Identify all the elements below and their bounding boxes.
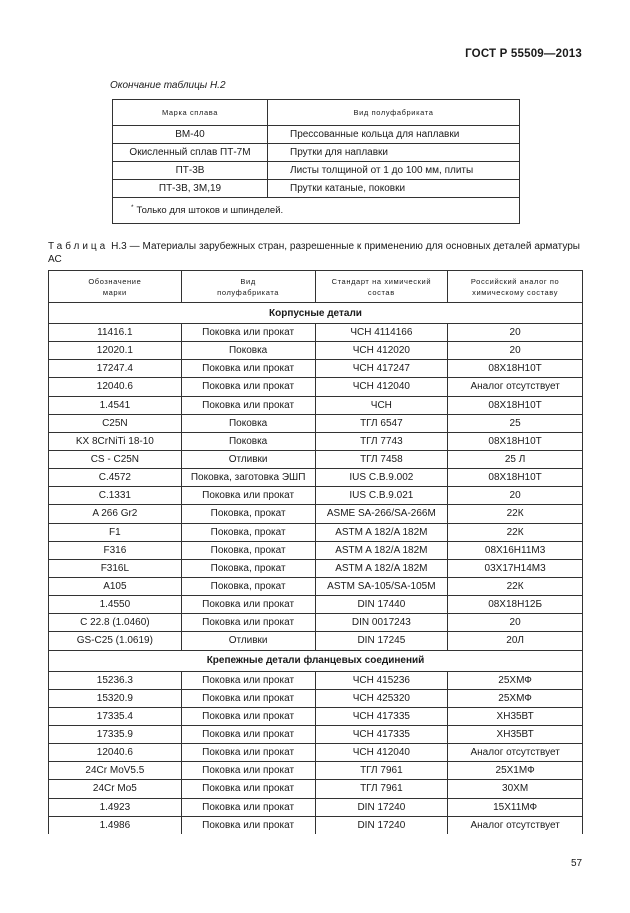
russian-analog-cell: 08Х18Н10Т <box>448 469 583 487</box>
grade-cell: F1 <box>49 523 182 541</box>
russian-analog-cell: 20 <box>448 324 583 342</box>
table-row <box>49 505 583 523</box>
product-form-cell: Поковка <box>181 414 315 432</box>
product-form-cell: Поковка, прокат <box>181 559 315 577</box>
page-number: 57 <box>571 858 583 869</box>
column-header: Вид полуфабриката <box>181 271 315 303</box>
table-row <box>49 671 583 689</box>
product-form-cell: Прессованные кольца для наплавки <box>268 126 520 144</box>
table-row <box>49 614 583 632</box>
table-row <box>49 432 583 450</box>
alloy-table-body <box>113 126 520 224</box>
table-caption-label: Таблица <box>48 241 109 252</box>
russian-analog-cell: 25ХМФ <box>448 689 583 707</box>
table-caption-text: — Материалы зарубежных стран, разрешенные к применению для основных деталей арматуры АС <box>48 241 580 265</box>
russian-analog-cell: Аналог отсутствует <box>448 816 583 834</box>
column-header: Российский аналог по химическому составу <box>448 271 583 303</box>
product-form-cell: Поковка или прокат <box>181 487 315 505</box>
product-form-cell: Поковка или прокат <box>181 671 315 689</box>
chemical-standard-cell: ASTM A 182/A 182M <box>315 559 448 577</box>
table-row <box>113 162 520 180</box>
chemical-standard-cell: ТГЛ 6547 <box>315 414 448 432</box>
table-row <box>113 144 520 162</box>
column-header: Обозначение марки <box>49 271 182 303</box>
table-caption <box>48 240 580 266</box>
product-form-cell: Отливки <box>181 632 315 650</box>
table-row <box>113 126 520 144</box>
russian-analog-cell: 08Х16Н11М3 <box>448 541 583 559</box>
alloy-grade-cell: Окисленный сплав ПТ-7М <box>113 144 268 162</box>
table-row <box>49 577 583 595</box>
russian-analog-cell: 03Х17Н14М3 <box>448 559 583 577</box>
chemical-standard-cell: ТГЛ 7458 <box>315 450 448 468</box>
grade-cell: 1.4550 <box>49 596 182 614</box>
grade-cell: 1.4923 <box>49 798 182 816</box>
table-row <box>49 816 583 834</box>
column-header: Вид полуфабриката <box>268 100 520 126</box>
table-row <box>49 725 583 743</box>
table-row <box>49 450 583 468</box>
column-header: Стандарт на химический состав <box>315 271 448 303</box>
product-form-cell: Поковка <box>181 342 315 360</box>
table-row <box>49 798 583 816</box>
chemical-standard-cell: ASTM A 182/A 182M <box>315 523 448 541</box>
table-row <box>49 632 583 650</box>
product-form-cell: Поковка или прокат <box>181 689 315 707</box>
chemical-standard-cell: DIN 0017243 <box>315 614 448 632</box>
product-form-cell: Поковка, прокат <box>181 505 315 523</box>
table-caption-number: Н.3 <box>111 241 127 252</box>
chemical-standard-cell: ЧСН 415236 <box>315 671 448 689</box>
chemical-standard-cell: ЧСН 417335 <box>315 707 448 725</box>
grade-cell: 15320.9 <box>49 689 182 707</box>
table-row <box>49 689 583 707</box>
product-form-cell: Прутки для наплавки <box>268 144 520 162</box>
chemical-standard-cell: IUS C.B.9.021 <box>315 487 448 505</box>
grade-cell: CS - C25N <box>49 450 182 468</box>
table-row <box>49 469 583 487</box>
russian-analog-cell: 25ХМФ <box>448 671 583 689</box>
table-row <box>49 707 583 725</box>
table-row <box>49 360 583 378</box>
grade-cell: C.4572 <box>49 469 182 487</box>
section-title: Корпусные детали <box>49 303 583 324</box>
table-row <box>49 780 583 798</box>
chemical-standard-cell: ASTM SA-105/SA-105M <box>315 577 448 595</box>
grade-cell: 24Cr MoV5.5 <box>49 762 182 780</box>
chemical-standard-cell: ЧСН 412040 <box>315 744 448 762</box>
product-form-cell: Поковка или прокат <box>181 378 315 396</box>
grade-cell: F316L <box>49 559 182 577</box>
russian-analog-cell: 15Х11МФ <box>448 798 583 816</box>
chemical-standard-cell: DIN 17240 <box>315 798 448 816</box>
chemical-standard-cell: ТГЛ 7961 <box>315 762 448 780</box>
alloy-grade-cell: ПТ-3В, 3М,19 <box>113 180 268 198</box>
russian-analog-cell: 20 <box>448 342 583 360</box>
product-form-cell: Поковка или прокат <box>181 360 315 378</box>
product-form-cell: Поковка или прокат <box>181 816 315 834</box>
russian-analog-cell: 25 <box>448 414 583 432</box>
grade-cell: A 266 Gr2 <box>49 505 182 523</box>
table-row <box>49 541 583 559</box>
grade-cell: 12020.1 <box>49 342 182 360</box>
russian-analog-cell: 30ХМ <box>448 780 583 798</box>
grade-cell: 11416.1 <box>49 324 182 342</box>
table-row <box>49 396 583 414</box>
grade-cell: GS-C25 (1.0619) <box>49 632 182 650</box>
alloy-grade-cell: ПТ-3В <box>113 162 268 180</box>
footnote-mark: * <box>131 204 134 212</box>
alloy-grade-cell: ВМ-40 <box>113 126 268 144</box>
footnote <box>113 198 520 224</box>
russian-analog-cell: ХН35ВТ <box>448 707 583 725</box>
russian-analog-cell: Аналог отсутствует <box>448 744 583 762</box>
product-form-cell: Поковка или прокат <box>181 798 315 816</box>
grade-cell: A105 <box>49 577 182 595</box>
grade-cell: KX 8CrNiTi 18-10 <box>49 432 182 450</box>
section-row <box>49 303 583 324</box>
table-row <box>49 523 583 541</box>
chemical-standard-cell: ЧСН 425320 <box>315 689 448 707</box>
grade-cell: C.1331 <box>49 487 182 505</box>
chemical-standard-cell: ЧСН <box>315 396 448 414</box>
chemical-standard-cell: ЧСН 412020 <box>315 342 448 360</box>
section-title: Крепежные детали фланцевых соединений <box>49 650 583 671</box>
grade-cell: 12040.6 <box>49 378 182 396</box>
chemical-standard-cell: ЧСН 417335 <box>315 725 448 743</box>
table-row <box>49 596 583 614</box>
grade-cell: 17335.4 <box>49 707 182 725</box>
product-form-cell: Отливки <box>181 450 315 468</box>
table-row <box>49 762 583 780</box>
grade-cell: C 22.8 (1.0460) <box>49 614 182 632</box>
grade-cell: 15236.3 <box>49 671 182 689</box>
grade-cell: F316 <box>49 541 182 559</box>
russian-analog-cell: 22К <box>448 577 583 595</box>
chemical-standard-cell: ТГЛ 7743 <box>315 432 448 450</box>
russian-analog-cell: Аналог отсутствует <box>448 378 583 396</box>
chemical-standard-cell: ASME SA-266/SA-266M <box>315 505 448 523</box>
russian-analog-cell: 08Х18Н10Т <box>448 432 583 450</box>
foreign-materials-table-body <box>49 303 583 834</box>
product-form-cell: Поковка или прокат <box>181 707 315 725</box>
russian-analog-cell: ХН35ВТ <box>448 725 583 743</box>
product-form-cell: Поковка или прокат <box>181 780 315 798</box>
table-row <box>49 744 583 762</box>
chemical-standard-cell: ЧСН 4114166 <box>315 324 448 342</box>
footnote-text: Только для штоков и шпинделей. <box>136 205 284 217</box>
russian-analog-cell: 25 Л <box>448 450 583 468</box>
table-row <box>49 342 583 360</box>
chemical-standard-cell: ASTM A 182/A 182M <box>315 541 448 559</box>
product-form-cell: Листы толщиной от 1 до 100 мм, плиты <box>268 162 520 180</box>
product-form-cell: Поковка, заготовка ЭШП <box>181 469 315 487</box>
standard-header: ГОСТ Р 55509—2013 <box>465 48 582 60</box>
alloy-table-header <box>113 100 520 126</box>
product-form-cell: Поковка <box>181 432 315 450</box>
product-form-cell: Поковка или прокат <box>181 762 315 780</box>
russian-analog-cell: 08Х18Н10Т <box>448 396 583 414</box>
russian-analog-cell: 20Л <box>448 632 583 650</box>
foreign-materials-table-header <box>49 271 583 303</box>
product-form-cell: Поковка или прокат <box>181 744 315 762</box>
russian-analog-cell: 08Х18Н12Б <box>448 596 583 614</box>
foreign-materials-table <box>48 270 583 834</box>
section-row <box>49 650 583 671</box>
chemical-standard-cell: ЧСН 417247 <box>315 360 448 378</box>
grade-cell: 1.4986 <box>49 816 182 834</box>
column-header: Марка сплава <box>113 100 268 126</box>
grade-cell: 17247.4 <box>49 360 182 378</box>
chemical-standard-cell: DIN 17240 <box>315 816 448 834</box>
product-form-cell: Поковка, прокат <box>181 541 315 559</box>
table-row <box>49 324 583 342</box>
russian-analog-cell: 08Х18Н10Т <box>448 360 583 378</box>
product-form-cell: Поковка или прокат <box>181 614 315 632</box>
table-row <box>49 487 583 505</box>
chemical-standard-cell: IUS C.B.9.002 <box>315 469 448 487</box>
grade-cell: 24Cr Mo5 <box>49 780 182 798</box>
product-form-cell: Поковка или прокат <box>181 725 315 743</box>
chemical-standard-cell: ТГЛ 7961 <box>315 780 448 798</box>
table-row <box>49 378 583 396</box>
russian-analog-cell: 25Х1МФ <box>448 762 583 780</box>
russian-analog-cell: 22К <box>448 523 583 541</box>
grade-cell: 17335.9 <box>49 725 182 743</box>
product-form-cell: Поковка, прокат <box>181 523 315 541</box>
product-form-cell: Поковка или прокат <box>181 396 315 414</box>
table-row <box>49 414 583 432</box>
grade-cell: 1.4541 <box>49 396 182 414</box>
product-form-cell: Поковка, прокат <box>181 577 315 595</box>
product-form-cell: Поковка или прокат <box>181 324 315 342</box>
product-form-cell: Поковка или прокат <box>181 596 315 614</box>
product-form-cell: Прутки катаные, поковки <box>268 180 520 198</box>
russian-analog-cell: 20 <box>448 614 583 632</box>
grade-cell: 12040.6 <box>49 744 182 762</box>
footnote-row <box>113 198 520 224</box>
chemical-standard-cell: ЧСН 412040 <box>315 378 448 396</box>
table-row <box>113 180 520 198</box>
alloy-table <box>112 99 520 224</box>
russian-analog-cell: 20 <box>448 487 583 505</box>
chemical-standard-cell: DIN 17245 <box>315 632 448 650</box>
russian-analog-cell: 22К <box>448 505 583 523</box>
table-continuation-label: Окончание таблицы Н.2 <box>110 80 226 91</box>
chemical-standard-cell: DIN 17440 <box>315 596 448 614</box>
table-row <box>49 559 583 577</box>
grade-cell: C25N <box>49 414 182 432</box>
